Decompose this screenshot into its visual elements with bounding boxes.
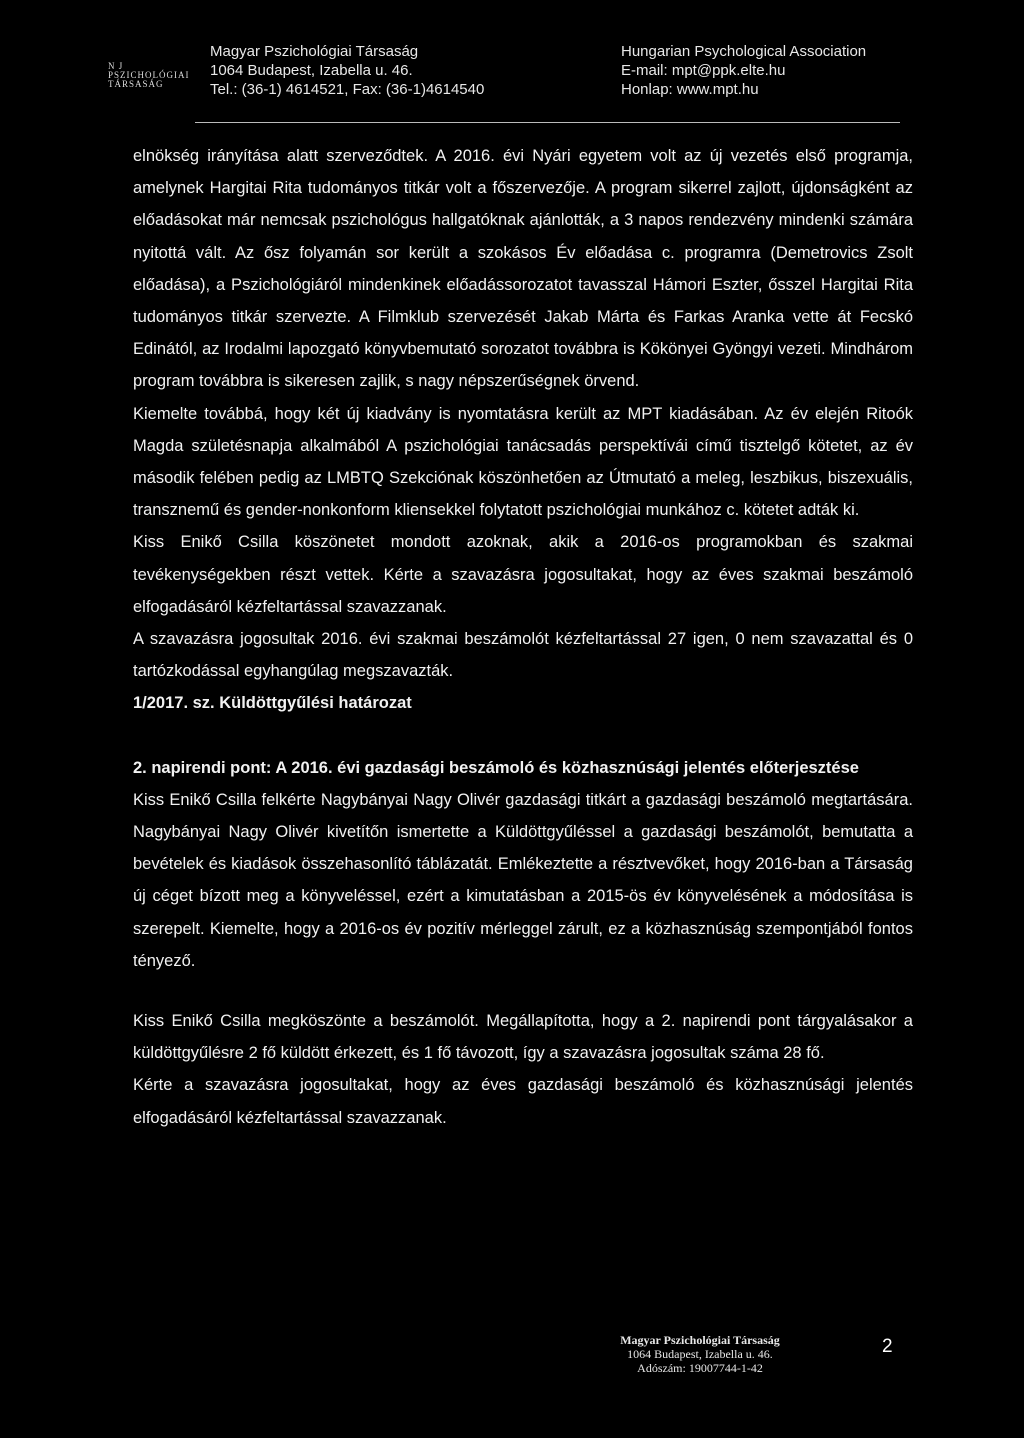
paragraph-attendance: Kiss Enikő Csilla megköszönte a beszámolót. Megállapította, hogy a 2. napirendi pont tárgyalásakor a küldöttgyűlésre 2 fő küldött érkezett, és 1 fő távozott, így a szavazásra jogosultak száma 28 fő. <box>133 1012 913 1063</box>
official-stamp <box>590 1333 810 1375</box>
logo-text-1: PSZICHOLÓGIAI <box>108 70 190 80</box>
letterhead-english <box>621 42 866 99</box>
header-divider <box>195 122 900 123</box>
org-address: 1064 Budapest, Izabella u. 46. <box>210 62 413 79</box>
paragraph-thanks: Kiss Enikő Csilla köszönetet mondott azoknak, akik a 2016-os programokban és szakmai tevékenységekben részt vettek. Kérte a szavazásra jogosultakat, hogy az éves szakmai beszámoló elfogadásáról kézfeltartással szavazzanak. <box>133 533 913 616</box>
letterhead-hungarian <box>210 42 484 99</box>
document-body <box>133 140 913 1134</box>
logo-text-2: TÁRSASÁG <box>108 79 164 89</box>
org-name: Magyar Pszichológiai Társaság <box>210 43 419 60</box>
paragraph-summer-school: elnökség irányítása alatt szerveződtek. A 2016. évi Nyári egyetem volt az új vezetés első programja, amelynek Hargitai Rita tudományos titkár volt a főszervezője. A program sikerrel zajlott, újdonságként az előadásokat már nemcsak pszichológus hallgatóknak ajánlották, a 3 napos rendezvény mindenki számára nyitottá vált. Az ősz folyamán sor került a szokásos Év előadása c. programra (Demetrovics Zsolt előadása), a Pszichológiáról mindenkinek előadássorozatot tavasszal Hámori Eszter, ősszel Hargitai Rita tudományos titkár szervezte. A Filmklub szervezését Jakab Márta és Farkas Aranka vette át Fecskó Edinától, az Irodalmi lapozgató könyvbemutató sorozatot továbbra is Kökönyei Gyöngyi vezeti. Mindhárom program továbbra is sikeresen zajlik, s nagy népszerűségnek örvend. <box>133 147 913 391</box>
agenda-item-heading: 2. napirendi pont: A 2016. évi gazdasági beszámoló és közhasznúsági jelentés előterjesztése <box>133 758 859 777</box>
spacer <box>133 977 913 1005</box>
logo-mark: N J <box>108 61 124 71</box>
org-email: E-mail: mpt@ppk.elte.hu <box>621 62 786 79</box>
paragraph-vote-result: A szavazásra jogosultak 2016. évi szakmai beszámolót kézfeltartással 27 igen, 0 nem szavazattal és 0 tartózkodással egyhangúlag megszavazták. <box>133 630 913 681</box>
stamp-org-name: Magyar Pszichológiai Társaság <box>620 1333 780 1347</box>
spacer <box>133 720 913 752</box>
org-name-en: Hungarian Psychological Association <box>621 43 867 60</box>
letterhead <box>0 0 1024 130</box>
stamp-tax-number: Adószám: 19007744-1-42 <box>637 1361 763 1375</box>
society-logo <box>108 62 198 89</box>
paragraph-financial-report: Kiss Enikő Csilla felkérte Nagybányai Nagy Olivér gazdasági titkárt a gazdasági beszámoló megtartására. Nagybányai Nagy Olivér kivetítőn ismertette a Küldöttgyűléssel a gazdasági beszámolót, bemutatta a bevételek és kiadások összehasonlító táblázatát. Emlékeztette a résztvevőket, hogy 2016-ban a Társaság új céget bízott meg a könyveléssel, ezért a kimutatásban a 2015-ös év könyvelésének a módosítása is szerepelt. Kiemelte, hogy a 2016-os év pozitív mérleggel zárult, ez a közhasznúság szempontjából fontos tényező. <box>133 790 913 970</box>
paragraph-vote-request: Kérte a szavazásra jogosultakat, hogy az éves gazdasági beszámoló és közhasznúsági jelentés elfogadásáról kézfeltartással szavazzanak. <box>133 1076 913 1127</box>
stamp-address: 1064 Budapest, Izabella u. 46. <box>627 1347 773 1361</box>
paragraph-publications: Kiemelte továbbá, hogy két új kiadvány is nyomtatásra került az MPT kiadásában. Az év elején Ritoók Magda születésnapja alkalmából A pszichológiai tanácsadás perspektívái című tisztelgő kötetet, az év második felében pedig az LMBTQ Szekciónak köszönhetően az Útmutató a meleg, leszbikus, biszexuális, transznemű és gender-nonkonform kliensekkel folytatott pszichológiai munkához c. kötetet adták ki. <box>133 404 913 520</box>
page-number: 2 <box>882 1336 893 1357</box>
org-phone: Tel.: (36-1) 4614521, Fax: (36-1)4614540 <box>210 81 485 98</box>
resolution-title: 1/2017. sz. Küldöttgyűlési határozat <box>133 694 412 713</box>
org-website: Honlap: www.mpt.hu <box>621 81 759 98</box>
